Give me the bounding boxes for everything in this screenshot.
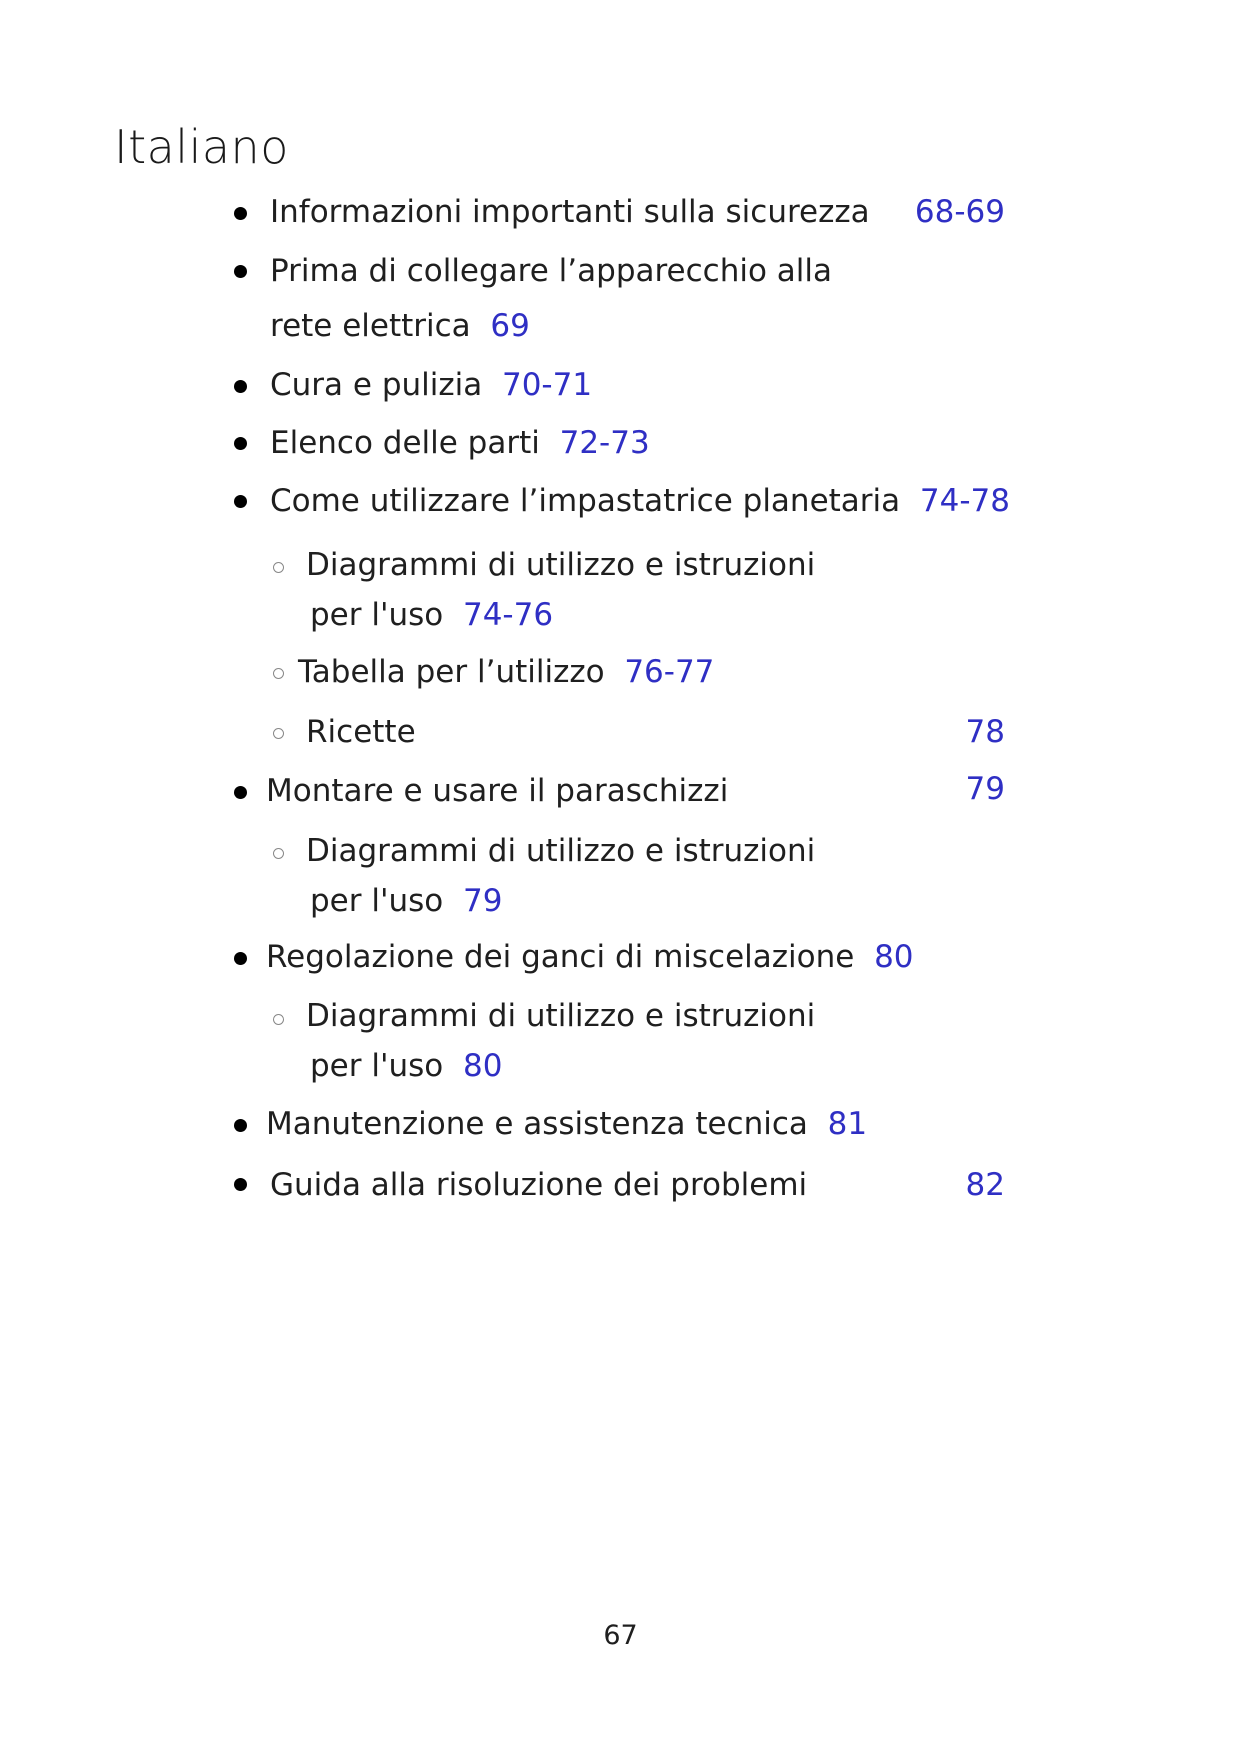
bullet-icon [234, 1119, 247, 1132]
toc-entry-label: Montare e usare il paraschizzi [266, 773, 729, 809]
toc-entry-page: 70-71 [501, 367, 593, 403]
toc-entry[interactable] [270, 194, 870, 230]
toc-entry-page: 74-76 [462, 597, 554, 633]
toc-entry-label: rete elettrica [270, 308, 471, 344]
toc-subentry[interactable] [306, 714, 416, 750]
bullet-icon [234, 380, 247, 393]
toc-entry-page: 80 [462, 1048, 503, 1084]
toc-subentry[interactable] [306, 998, 815, 1034]
page-title: Italiano [114, 120, 289, 174]
toc-subentry[interactable] [306, 833, 815, 869]
toc-entry-continuation[interactable] [270, 308, 530, 344]
toc-entry-page[interactable]: 68-69 [914, 194, 1005, 230]
bullet-icon [234, 786, 247, 799]
sub-bullet-icon [273, 1014, 284, 1025]
bullet-icon [234, 265, 247, 278]
toc-entry[interactable] [270, 483, 1010, 519]
toc-entry-page: 79 [462, 883, 503, 919]
toc-entry-label: per l'uso [310, 883, 444, 919]
toc-entry[interactable] [266, 773, 728, 809]
page-number: 67 [603, 1620, 638, 1651]
toc-entry-page[interactable]: 79 [965, 771, 1005, 807]
bullet-icon [234, 495, 247, 508]
toc-entry-label: Come utilizzare l’impastatrice planetaria [270, 483, 901, 519]
toc-entry[interactable] [270, 253, 832, 289]
bullet-icon [234, 1178, 247, 1191]
toc-entry-label: Tabella per l’utilizzo [298, 654, 605, 690]
toc-entry-label: Manutenzione e assistenza tecnica [266, 1106, 808, 1142]
bullet-icon [234, 207, 247, 220]
toc-entry-page: 80 [874, 939, 914, 975]
toc-entry-label: Guida alla risoluzione dei problemi [270, 1167, 808, 1203]
toc-entry-page: 74-78 [919, 483, 1010, 519]
bullet-icon [234, 952, 247, 965]
bullet-icon [234, 437, 247, 450]
toc-subentry-continuation[interactable] [310, 597, 553, 633]
toc-entry-page: 72-73 [559, 425, 650, 461]
toc-entry-label: Diagrammi di utilizzo e istruzioni [306, 998, 816, 1034]
toc-entry-label: Regolazione dei ganci di miscelazione [266, 939, 855, 975]
toc-entry[interactable] [270, 367, 592, 403]
toc-subentry[interactable] [306, 547, 815, 583]
toc-subentry-continuation[interactable] [310, 1048, 502, 1084]
toc-entry[interactable] [270, 425, 650, 461]
toc-subentry-continuation[interactable] [310, 883, 502, 919]
toc-entry-page[interactable]: 82 [965, 1167, 1005, 1203]
toc-entry-label: Diagrammi di utilizzo e istruzioni [306, 833, 816, 869]
toc-entry-label: Ricette [306, 714, 416, 750]
toc-entry-label: Cura e pulizia [270, 367, 483, 403]
toc-entry[interactable] [270, 1167, 807, 1203]
toc-entry-label: Diagrammi di utilizzo e istruzioni [306, 547, 816, 583]
toc-entry-label: Prima di collegare l’apparecchio alla [270, 253, 833, 289]
toc-subentry[interactable] [298, 654, 714, 690]
toc-entry[interactable] [266, 939, 914, 975]
sub-bullet-icon [273, 668, 284, 679]
toc-entry-page[interactable]: 78 [965, 714, 1005, 750]
toc-entry[interactable] [266, 1106, 867, 1142]
toc-entry-page: 69 [490, 308, 530, 344]
toc-entry-label: per l'uso [310, 597, 444, 633]
sub-bullet-icon [273, 728, 284, 739]
toc-entry-label: Elenco delle parti [270, 425, 540, 461]
sub-bullet-icon [273, 848, 284, 859]
toc-entry-label: per l'uso [310, 1048, 444, 1084]
toc-entry-page: 81 [827, 1106, 868, 1142]
toc-entry-page: 76-77 [624, 654, 715, 690]
toc-entry-label: Informazioni importanti sulla sicurezza [270, 194, 870, 230]
sub-bullet-icon [273, 562, 284, 573]
